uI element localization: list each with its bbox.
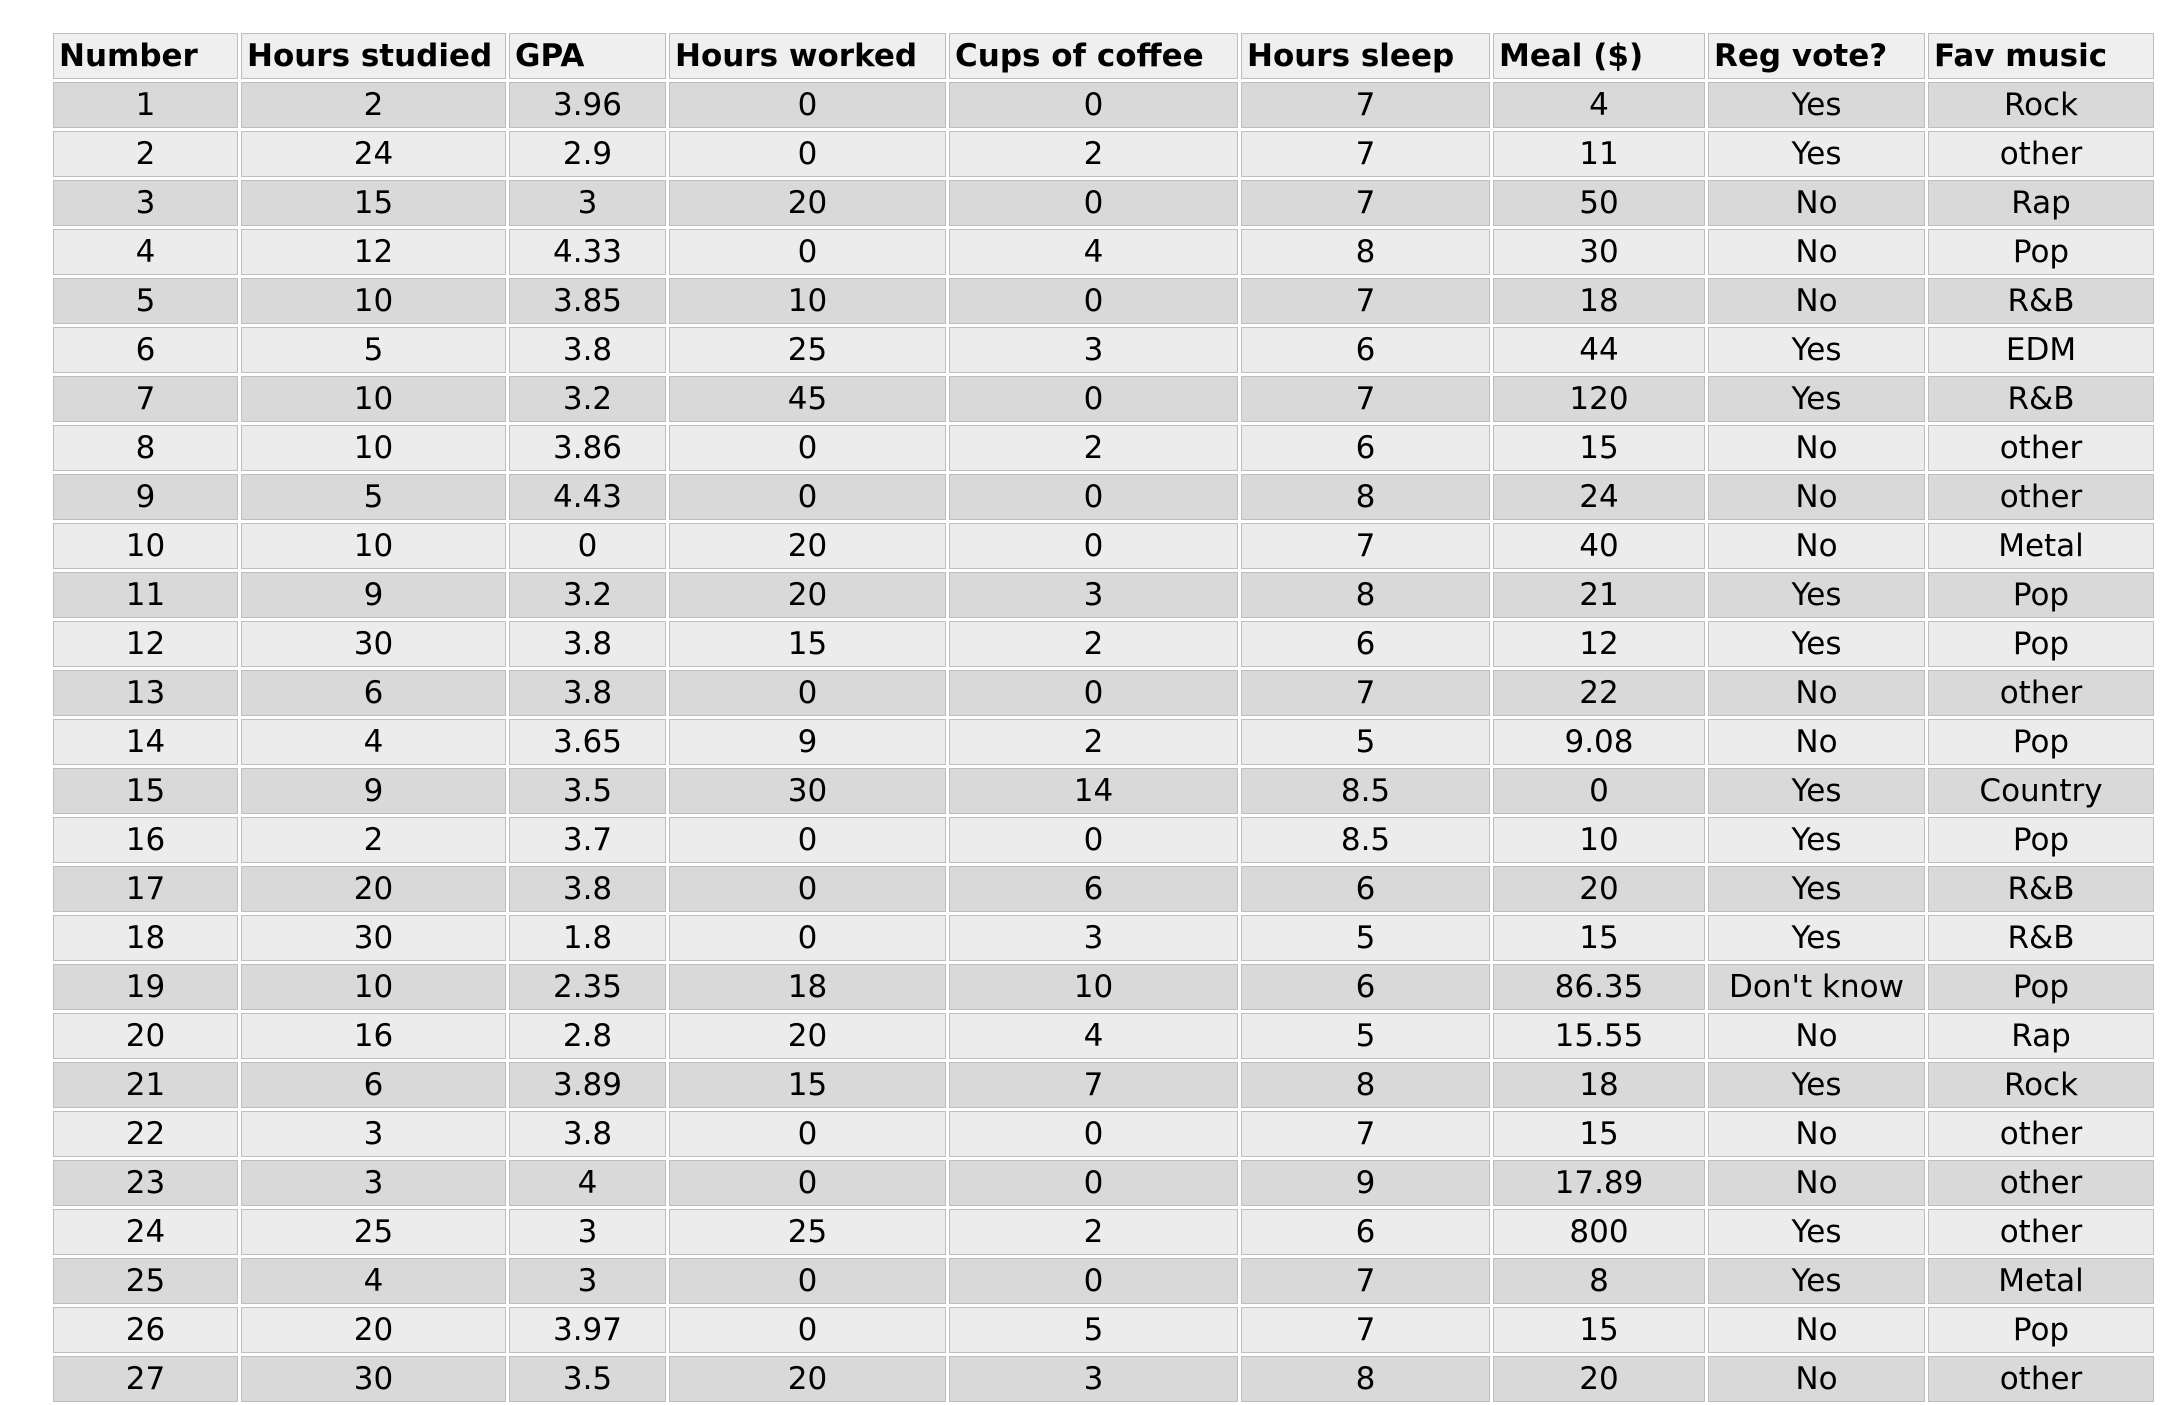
- cell-meal[interactable]: 0: [1492, 767, 1707, 816]
- cell-number[interactable]: 26: [52, 1306, 240, 1355]
- table-row: [52, 571, 2156, 620]
- cell-hours-sleep[interactable]: 6: [1240, 865, 1492, 914]
- cell-fav-music[interactable]: other: [1927, 1355, 2156, 1404]
- cell-fav-music[interactable]: Rock: [1927, 81, 2156, 130]
- header-hours-worked[interactable]: Hours worked: [668, 32, 948, 81]
- cell-meal[interactable]: 40: [1492, 522, 1707, 571]
- cell-hours-studied[interactable]: 3: [240, 1159, 508, 1208]
- cell-fav-music[interactable]: other: [1927, 669, 2156, 718]
- cell-hours-studied[interactable]: 20: [240, 1306, 508, 1355]
- cell-gpa[interactable]: 3.86: [508, 424, 668, 473]
- cell-fav-music[interactable]: Metal: [1927, 522, 2156, 571]
- cell-hours-sleep[interactable]: 8.5: [1240, 767, 1492, 816]
- cell-hours-worked[interactable]: 20: [668, 522, 948, 571]
- cell-meal[interactable]: 22: [1492, 669, 1707, 718]
- cell-hours-studied[interactable]: 4: [240, 718, 508, 767]
- cell-reg-vote[interactable]: No: [1707, 179, 1927, 228]
- cell-cups-of-coffee[interactable]: 0: [948, 81, 1240, 130]
- cell-hours-studied[interactable]: 10: [240, 375, 508, 424]
- table-row: [52, 1110, 2156, 1159]
- cell-hours-worked[interactable]: 0: [668, 473, 948, 522]
- cell-number[interactable]: 23: [52, 1159, 240, 1208]
- cell-hours-studied[interactable]: 6: [240, 669, 508, 718]
- cell-cups-of-coffee[interactable]: 0: [948, 522, 1240, 571]
- cell-reg-vote[interactable]: No: [1707, 424, 1927, 473]
- cell-meal[interactable]: 18: [1492, 1061, 1707, 1110]
- cell-gpa[interactable]: 2.8: [508, 1012, 668, 1061]
- cell-reg-vote[interactable]: Yes: [1707, 1061, 1927, 1110]
- cell-cups-of-coffee[interactable]: 4: [948, 228, 1240, 277]
- cell-hours-worked[interactable]: 0: [668, 865, 948, 914]
- cell-reg-vote[interactable]: Yes: [1707, 375, 1927, 424]
- cell-meal[interactable]: 8: [1492, 1257, 1707, 1306]
- cell-gpa[interactable]: 3.65: [508, 718, 668, 767]
- cell-gpa[interactable]: 3: [508, 179, 668, 228]
- cell-gpa[interactable]: 3.8: [508, 865, 668, 914]
- table-row: [52, 1355, 2156, 1404]
- table-row: [52, 963, 2156, 1012]
- cell-reg-vote[interactable]: No: [1707, 228, 1927, 277]
- cell-hours-sleep[interactable]: 7: [1240, 130, 1492, 179]
- table-row: [52, 1257, 2156, 1306]
- cell-fav-music[interactable]: other: [1927, 1159, 2156, 1208]
- table-row: [52, 865, 2156, 914]
- cell-cups-of-coffee[interactable]: 0: [948, 1110, 1240, 1159]
- cell-fav-music[interactable]: Pop: [1927, 228, 2156, 277]
- cell-hours-worked[interactable]: 0: [668, 669, 948, 718]
- cell-reg-vote[interactable]: Yes: [1707, 914, 1927, 963]
- cell-cups-of-coffee[interactable]: 14: [948, 767, 1240, 816]
- cell-gpa[interactable]: 4.33: [508, 228, 668, 277]
- cell-fav-music[interactable]: Pop: [1927, 620, 2156, 669]
- data-table: [50, 30, 2157, 1405]
- cell-cups-of-coffee[interactable]: 2: [948, 718, 1240, 767]
- cell-hours-sleep[interactable]: 6: [1240, 424, 1492, 473]
- table-body: [52, 81, 2156, 1404]
- cell-reg-vote[interactable]: Yes: [1707, 620, 1927, 669]
- cell-number[interactable]: 13: [52, 669, 240, 718]
- cell-gpa[interactable]: 3: [508, 1208, 668, 1257]
- cell-cups-of-coffee[interactable]: 2: [948, 1208, 1240, 1257]
- cell-hours-sleep[interactable]: 5: [1240, 914, 1492, 963]
- cell-fav-music[interactable]: EDM: [1927, 326, 2156, 375]
- cell-hours-worked[interactable]: 15: [668, 620, 948, 669]
- cell-cups-of-coffee[interactable]: 2: [948, 620, 1240, 669]
- cell-fav-music[interactable]: other: [1927, 1110, 2156, 1159]
- cell-reg-vote[interactable]: Yes: [1707, 767, 1927, 816]
- cell-number[interactable]: 18: [52, 914, 240, 963]
- cell-number[interactable]: 11: [52, 571, 240, 620]
- cell-reg-vote[interactable]: No: [1707, 1110, 1927, 1159]
- table-row: [52, 1208, 2156, 1257]
- cell-number[interactable]: 17: [52, 865, 240, 914]
- cell-hours-sleep[interactable]: 7: [1240, 669, 1492, 718]
- cell-hours-studied[interactable]: 12: [240, 228, 508, 277]
- cell-hours-studied[interactable]: 24: [240, 130, 508, 179]
- cell-hours-studied[interactable]: 10: [240, 522, 508, 571]
- cell-hours-studied[interactable]: 6: [240, 1061, 508, 1110]
- cell-meal[interactable]: 21: [1492, 571, 1707, 620]
- cell-fav-music[interactable]: Rap: [1927, 179, 2156, 228]
- cell-hours-studied[interactable]: 5: [240, 326, 508, 375]
- cell-hours-worked[interactable]: 30: [668, 767, 948, 816]
- header-cups-of-coffee[interactable]: Cups of coffee: [948, 32, 1240, 81]
- cell-hours-studied[interactable]: 3: [240, 1110, 508, 1159]
- cell-number[interactable]: 27: [52, 1355, 240, 1404]
- cell-hours-sleep[interactable]: 5: [1240, 1012, 1492, 1061]
- cell-fav-music[interactable]: other: [1927, 473, 2156, 522]
- cell-hours-studied[interactable]: 2: [240, 81, 508, 130]
- cell-fav-music[interactable]: R&B: [1927, 865, 2156, 914]
- cell-cups-of-coffee[interactable]: 0: [948, 1257, 1240, 1306]
- cell-gpa[interactable]: 3.8: [508, 1110, 668, 1159]
- header-row: [52, 32, 2156, 81]
- cell-meal[interactable]: 12: [1492, 620, 1707, 669]
- cell-hours-sleep[interactable]: 8: [1240, 228, 1492, 277]
- cell-number[interactable]: 7: [52, 375, 240, 424]
- cell-gpa[interactable]: 3.8: [508, 620, 668, 669]
- cell-hours-sleep[interactable]: 8: [1240, 571, 1492, 620]
- cell-number[interactable]: 20: [52, 1012, 240, 1061]
- cell-fav-music[interactable]: Rap: [1927, 1012, 2156, 1061]
- cell-reg-vote[interactable]: Yes: [1707, 865, 1927, 914]
- cell-hours-worked[interactable]: 25: [668, 1208, 948, 1257]
- cell-hours-sleep[interactable]: 7: [1240, 522, 1492, 571]
- cell-hours-sleep[interactable]: 9: [1240, 1159, 1492, 1208]
- cell-reg-vote[interactable]: Yes: [1707, 81, 1927, 130]
- table-row: [52, 81, 2156, 130]
- cell-number[interactable]: 10: [52, 522, 240, 571]
- cell-meal[interactable]: 20: [1492, 1355, 1707, 1404]
- cell-reg-vote[interactable]: No: [1707, 1159, 1927, 1208]
- cell-reg-vote[interactable]: No: [1707, 473, 1927, 522]
- cell-fav-music[interactable]: Pop: [1927, 1306, 2156, 1355]
- cell-gpa[interactable]: 3.96: [508, 81, 668, 130]
- cell-hours-studied[interactable]: 10: [240, 424, 508, 473]
- cell-reg-vote[interactable]: Don't know: [1707, 963, 1927, 1012]
- cell-hours-worked[interactable]: 15: [668, 1061, 948, 1110]
- cell-gpa[interactable]: 0: [508, 522, 668, 571]
- cell-meal[interactable]: 15: [1492, 1306, 1707, 1355]
- table-row: [52, 1306, 2156, 1355]
- cell-meal[interactable]: 17.89: [1492, 1159, 1707, 1208]
- cell-gpa[interactable]: 1.8: [508, 914, 668, 963]
- cell-meal[interactable]: 120: [1492, 375, 1707, 424]
- cell-hours-worked[interactable]: 25: [668, 326, 948, 375]
- cell-hours-worked[interactable]: 9: [668, 718, 948, 767]
- cell-gpa[interactable]: 3.8: [508, 326, 668, 375]
- header-reg-vote[interactable]: Reg vote?: [1707, 32, 1927, 81]
- cell-cups-of-coffee[interactable]: 0: [948, 473, 1240, 522]
- table-row: [52, 1012, 2156, 1061]
- table-row: [52, 130, 2156, 179]
- cell-meal[interactable]: 15: [1492, 1110, 1707, 1159]
- cell-hours-studied[interactable]: 2: [240, 816, 508, 865]
- cell-hours-studied[interactable]: 20: [240, 865, 508, 914]
- cell-hours-worked[interactable]: 10: [668, 277, 948, 326]
- cell-meal[interactable]: 15: [1492, 914, 1707, 963]
- cell-reg-vote[interactable]: No: [1707, 522, 1927, 571]
- cell-number[interactable]: 22: [52, 1110, 240, 1159]
- cell-gpa[interactable]: 3.89: [508, 1061, 668, 1110]
- cell-reg-vote[interactable]: Yes: [1707, 326, 1927, 375]
- cell-fav-music[interactable]: Rock: [1927, 1061, 2156, 1110]
- cell-gpa[interactable]: 2.9: [508, 130, 668, 179]
- cell-number[interactable]: 12: [52, 620, 240, 669]
- cell-reg-vote[interactable]: Yes: [1707, 130, 1927, 179]
- cell-fav-music[interactable]: Pop: [1927, 816, 2156, 865]
- cell-meal[interactable]: 9.08: [1492, 718, 1707, 767]
- cell-number[interactable]: 14: [52, 718, 240, 767]
- table-row: [52, 228, 2156, 277]
- cell-reg-vote[interactable]: No: [1707, 669, 1927, 718]
- cell-gpa[interactable]: 3.97: [508, 1306, 668, 1355]
- cell-cups-of-coffee[interactable]: 0: [948, 179, 1240, 228]
- cell-cups-of-coffee[interactable]: 7: [948, 1061, 1240, 1110]
- cell-hours-studied[interactable]: 25: [240, 1208, 508, 1257]
- cell-cups-of-coffee[interactable]: 0: [948, 669, 1240, 718]
- cell-fav-music[interactable]: other: [1927, 1208, 2156, 1257]
- cell-hours-studied[interactable]: 10: [240, 277, 508, 326]
- cell-cups-of-coffee[interactable]: 0: [948, 816, 1240, 865]
- cell-gpa[interactable]: 3.7: [508, 816, 668, 865]
- cell-hours-worked[interactable]: 0: [668, 1110, 948, 1159]
- cell-hours-worked[interactable]: 18: [668, 963, 948, 1012]
- cell-hours-worked[interactable]: 0: [668, 1306, 948, 1355]
- cell-number[interactable]: 16: [52, 816, 240, 865]
- cell-hours-worked[interactable]: 20: [668, 1355, 948, 1404]
- cell-cups-of-coffee[interactable]: 3: [948, 571, 1240, 620]
- table-row: [52, 277, 2156, 326]
- cell-meal[interactable]: 44: [1492, 326, 1707, 375]
- cell-number[interactable]: 1: [52, 81, 240, 130]
- table-row: [52, 375, 2156, 424]
- cell-gpa[interactable]: 3: [508, 1257, 668, 1306]
- cell-meal[interactable]: 18: [1492, 277, 1707, 326]
- cell-cups-of-coffee[interactable]: 0: [948, 277, 1240, 326]
- cell-fav-music[interactable]: R&B: [1927, 914, 2156, 963]
- cell-hours-sleep[interactable]: 7: [1240, 179, 1492, 228]
- cell-hours-sleep[interactable]: 6: [1240, 1208, 1492, 1257]
- cell-hours-worked[interactable]: 0: [668, 130, 948, 179]
- cell-hours-worked[interactable]: 20: [668, 179, 948, 228]
- cell-hours-sleep[interactable]: 6: [1240, 963, 1492, 1012]
- cell-number[interactable]: 5: [52, 277, 240, 326]
- cell-fav-music[interactable]: Metal: [1927, 1257, 2156, 1306]
- cell-fav-music[interactable]: Country: [1927, 767, 2156, 816]
- table-row: [52, 326, 2156, 375]
- table-row: [52, 718, 2156, 767]
- cell-number[interactable]: 8: [52, 424, 240, 473]
- cell-gpa[interactable]: 2.35: [508, 963, 668, 1012]
- cell-cups-of-coffee[interactable]: 2: [948, 424, 1240, 473]
- cell-hours-studied[interactable]: 16: [240, 1012, 508, 1061]
- cell-reg-vote[interactable]: Yes: [1707, 1257, 1927, 1306]
- cell-hours-worked[interactable]: 45: [668, 375, 948, 424]
- cell-hours-worked[interactable]: 0: [668, 816, 948, 865]
- cell-meal[interactable]: 11: [1492, 130, 1707, 179]
- cell-meal[interactable]: 86.35: [1492, 963, 1707, 1012]
- cell-fav-music[interactable]: Pop: [1927, 571, 2156, 620]
- cell-meal[interactable]: 15: [1492, 424, 1707, 473]
- cell-hours-worked[interactable]: 20: [668, 1012, 948, 1061]
- table-row: [52, 424, 2156, 473]
- table-row: [52, 914, 2156, 963]
- cell-hours-sleep[interactable]: 8.5: [1240, 816, 1492, 865]
- cell-reg-vote[interactable]: No: [1707, 718, 1927, 767]
- cell-hours-worked[interactable]: 0: [668, 1159, 948, 1208]
- cell-fav-music[interactable]: R&B: [1927, 277, 2156, 326]
- cell-fav-music[interactable]: other: [1927, 130, 2156, 179]
- cell-hours-sleep[interactable]: 7: [1240, 277, 1492, 326]
- table-row: [52, 767, 2156, 816]
- cell-cups-of-coffee[interactable]: 0: [948, 375, 1240, 424]
- cell-hours-worked[interactable]: 0: [668, 914, 948, 963]
- cell-hours-studied[interactable]: 15: [240, 179, 508, 228]
- table-row: [52, 1061, 2156, 1110]
- cell-hours-worked[interactable]: 0: [668, 228, 948, 277]
- cell-hours-worked[interactable]: 0: [668, 424, 948, 473]
- header-gpa[interactable]: GPA: [508, 32, 668, 81]
- cell-meal[interactable]: 15.55: [1492, 1012, 1707, 1061]
- cell-gpa[interactable]: 3.85: [508, 277, 668, 326]
- cell-reg-vote[interactable]: No: [1707, 1012, 1927, 1061]
- cell-cups-of-coffee[interactable]: 3: [948, 326, 1240, 375]
- cell-number[interactable]: 6: [52, 326, 240, 375]
- cell-gpa[interactable]: 4: [508, 1159, 668, 1208]
- cell-hours-studied[interactable]: 30: [240, 620, 508, 669]
- cell-number[interactable]: 25: [52, 1257, 240, 1306]
- cell-meal[interactable]: 50: [1492, 179, 1707, 228]
- cell-hours-worked[interactable]: 0: [668, 1257, 948, 1306]
- cell-meal[interactable]: 20: [1492, 865, 1707, 914]
- header-meal[interactable]: Meal ($): [1492, 32, 1707, 81]
- cell-number[interactable]: 19: [52, 963, 240, 1012]
- cell-cups-of-coffee[interactable]: 3: [948, 1355, 1240, 1404]
- cell-hours-studied[interactable]: 30: [240, 1355, 508, 1404]
- cell-hours-studied[interactable]: 5: [240, 473, 508, 522]
- cell-number[interactable]: 24: [52, 1208, 240, 1257]
- header-hours-studied[interactable]: Hours studied: [240, 32, 508, 81]
- cell-gpa[interactable]: 3.8: [508, 669, 668, 718]
- cell-hours-sleep[interactable]: 7: [1240, 375, 1492, 424]
- cell-hours-sleep[interactable]: 7: [1240, 1110, 1492, 1159]
- cell-hours-sleep[interactable]: 7: [1240, 1257, 1492, 1306]
- cell-number[interactable]: 21: [52, 1061, 240, 1110]
- cell-hours-sleep[interactable]: 8: [1240, 1061, 1492, 1110]
- table-row: [52, 816, 2156, 865]
- table-row: [52, 473, 2156, 522]
- cell-hours-studied[interactable]: 4: [240, 1257, 508, 1306]
- cell-hours-studied[interactable]: 9: [240, 767, 508, 816]
- cell-fav-music[interactable]: Pop: [1927, 718, 2156, 767]
- table-row: [52, 669, 2156, 718]
- cell-hours-sleep[interactable]: 6: [1240, 620, 1492, 669]
- cell-hours-sleep[interactable]: 5: [1240, 718, 1492, 767]
- cell-hours-sleep[interactable]: 7: [1240, 81, 1492, 130]
- cell-gpa[interactable]: 3.2: [508, 571, 668, 620]
- cell-reg-vote[interactable]: No: [1707, 1306, 1927, 1355]
- cell-fav-music[interactable]: R&B: [1927, 375, 2156, 424]
- cell-gpa[interactable]: 4.43: [508, 473, 668, 522]
- cell-meal[interactable]: 10: [1492, 816, 1707, 865]
- cell-cups-of-coffee[interactable]: 0: [948, 1159, 1240, 1208]
- cell-hours-studied[interactable]: 9: [240, 571, 508, 620]
- header-fav-music[interactable]: Fav music: [1927, 32, 2156, 81]
- cell-hours-studied[interactable]: 10: [240, 963, 508, 1012]
- cell-cups-of-coffee[interactable]: 5: [948, 1306, 1240, 1355]
- cell-hours-worked[interactable]: 0: [668, 81, 948, 130]
- cell-cups-of-coffee[interactable]: 3: [948, 914, 1240, 963]
- cell-fav-music[interactable]: other: [1927, 424, 2156, 473]
- cell-meal[interactable]: 24: [1492, 473, 1707, 522]
- cell-gpa[interactable]: 3.5: [508, 767, 668, 816]
- cell-number[interactable]: 9: [52, 473, 240, 522]
- cell-gpa[interactable]: 3.5: [508, 1355, 668, 1404]
- header-hours-sleep[interactable]: Hours sleep: [1240, 32, 1492, 81]
- cell-meal[interactable]: 4: [1492, 81, 1707, 130]
- header-number[interactable]: Number: [52, 32, 240, 81]
- cell-hours-sleep[interactable]: 6: [1240, 326, 1492, 375]
- cell-meal[interactable]: 30: [1492, 228, 1707, 277]
- cell-reg-vote[interactable]: Yes: [1707, 571, 1927, 620]
- cell-hours-studied[interactable]: 30: [240, 914, 508, 963]
- cell-cups-of-coffee[interactable]: 10: [948, 963, 1240, 1012]
- cell-cups-of-coffee[interactable]: 4: [948, 1012, 1240, 1061]
- cell-number[interactable]: 2: [52, 130, 240, 179]
- cell-hours-worked[interactable]: 20: [668, 571, 948, 620]
- cell-reg-vote[interactable]: Yes: [1707, 816, 1927, 865]
- cell-cups-of-coffee[interactable]: 2: [948, 130, 1240, 179]
- cell-hours-sleep[interactable]: 8: [1240, 473, 1492, 522]
- cell-hours-sleep[interactable]: 7: [1240, 1306, 1492, 1355]
- table-row: [52, 179, 2156, 228]
- cell-hours-sleep[interactable]: 8: [1240, 1355, 1492, 1404]
- cell-reg-vote[interactable]: No: [1707, 1355, 1927, 1404]
- cell-number[interactable]: 3: [52, 179, 240, 228]
- cell-number[interactable]: 15: [52, 767, 240, 816]
- cell-reg-vote[interactable]: No: [1707, 277, 1927, 326]
- table-row: [52, 620, 2156, 669]
- table-row: [52, 1159, 2156, 1208]
- cell-cups-of-coffee[interactable]: 6: [948, 865, 1240, 914]
- cell-number[interactable]: 4: [52, 228, 240, 277]
- cell-fav-music[interactable]: Pop: [1927, 963, 2156, 1012]
- table-row: [52, 522, 2156, 571]
- cell-meal[interactable]: 800: [1492, 1208, 1707, 1257]
- cell-reg-vote[interactable]: Yes: [1707, 1208, 1927, 1257]
- cell-gpa[interactable]: 3.2: [508, 375, 668, 424]
